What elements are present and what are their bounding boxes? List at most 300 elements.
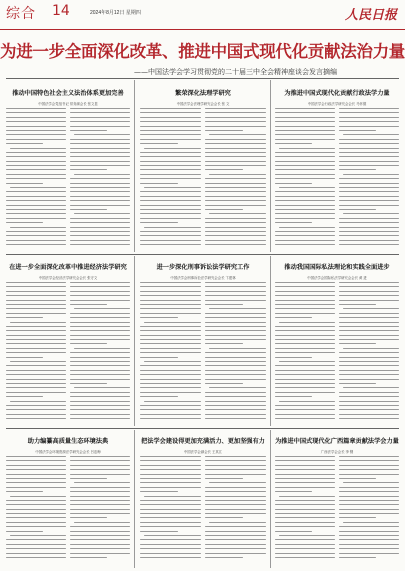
text-line bbox=[205, 557, 243, 558]
text-line bbox=[10, 535, 66, 536]
text-line bbox=[70, 227, 130, 228]
text-line bbox=[205, 165, 266, 166]
text-line bbox=[205, 130, 243, 131]
text-line bbox=[70, 539, 130, 540]
text-line bbox=[140, 169, 201, 170]
text-line bbox=[205, 396, 266, 397]
column-divider bbox=[134, 430, 135, 568]
text-line bbox=[339, 304, 376, 305]
text-line bbox=[6, 108, 66, 109]
text-line bbox=[6, 396, 43, 397]
text-line bbox=[209, 213, 266, 214]
text-line bbox=[275, 143, 312, 144]
text-line bbox=[6, 456, 66, 457]
text-line bbox=[10, 401, 66, 402]
article-title: 繁荣深化法理学研究 bbox=[175, 90, 231, 97]
text-line bbox=[275, 183, 312, 184]
text-line bbox=[144, 401, 201, 402]
article-byline: 中国法学会副会长 王其江 bbox=[183, 450, 223, 454]
text-line bbox=[70, 374, 130, 375]
text-line bbox=[275, 526, 335, 527]
text-line bbox=[74, 134, 130, 135]
text-line bbox=[70, 401, 130, 402]
text-line bbox=[6, 335, 66, 336]
text-line bbox=[275, 343, 335, 344]
text-line bbox=[275, 531, 312, 532]
text-line bbox=[275, 513, 335, 514]
article-body bbox=[140, 282, 266, 424]
article-title-block bbox=[140, 436, 266, 454]
text-line bbox=[70, 191, 130, 192]
text-line bbox=[6, 209, 66, 210]
text-line bbox=[275, 365, 335, 366]
text-line bbox=[339, 487, 399, 488]
text-line bbox=[339, 183, 399, 184]
text-line bbox=[70, 291, 130, 292]
text-line bbox=[140, 335, 201, 336]
text-line bbox=[10, 496, 66, 497]
text-line bbox=[10, 187, 66, 188]
text-line bbox=[275, 165, 335, 166]
text-line bbox=[339, 161, 399, 162]
text-line bbox=[275, 469, 335, 470]
text-line bbox=[339, 165, 399, 166]
text-line bbox=[275, 474, 335, 475]
text-line bbox=[275, 117, 335, 118]
text-line bbox=[70, 487, 130, 488]
text-line bbox=[339, 418, 399, 419]
text-line bbox=[205, 517, 243, 518]
article-body bbox=[140, 456, 266, 566]
text-line bbox=[140, 509, 201, 510]
article-body bbox=[6, 456, 130, 566]
page-number: 14 bbox=[52, 3, 70, 19]
text-line bbox=[275, 548, 335, 549]
text-line bbox=[339, 169, 376, 170]
text-line bbox=[140, 396, 178, 397]
text-line bbox=[6, 213, 66, 214]
text-line bbox=[339, 235, 399, 236]
article-title: 助力编纂高质量生态环境法典 bbox=[27, 438, 109, 445]
text-line bbox=[275, 392, 335, 393]
text-line bbox=[70, 414, 130, 415]
text-line bbox=[209, 482, 266, 483]
text-line bbox=[6, 169, 66, 170]
text-line bbox=[275, 504, 335, 505]
text-line bbox=[70, 218, 130, 219]
text-line bbox=[205, 409, 266, 410]
text-line bbox=[343, 522, 399, 523]
text-line bbox=[140, 156, 201, 157]
text-line bbox=[275, 326, 335, 327]
text-line bbox=[140, 482, 201, 483]
text-line bbox=[275, 374, 335, 375]
text-line bbox=[339, 152, 399, 153]
text-line bbox=[339, 108, 399, 109]
text-line bbox=[339, 191, 399, 192]
text-line bbox=[70, 343, 107, 344]
text-line bbox=[275, 357, 312, 358]
text-line bbox=[6, 504, 66, 505]
text-line bbox=[70, 108, 130, 109]
text-line bbox=[6, 161, 66, 162]
text-line bbox=[205, 330, 266, 331]
text-line bbox=[209, 308, 266, 309]
article-body bbox=[6, 282, 130, 424]
text-line bbox=[275, 126, 335, 127]
text-line bbox=[339, 544, 399, 545]
text-line bbox=[339, 196, 399, 197]
text-line bbox=[70, 304, 107, 305]
text-line bbox=[6, 240, 66, 241]
text-line bbox=[70, 544, 130, 545]
text-line bbox=[275, 396, 312, 397]
text-line bbox=[70, 112, 130, 113]
text-line bbox=[205, 196, 266, 197]
text-line bbox=[144, 496, 201, 497]
text-line bbox=[205, 418, 266, 419]
text-line bbox=[70, 405, 130, 406]
text-line bbox=[205, 487, 266, 488]
text-line bbox=[275, 544, 335, 545]
text-line bbox=[339, 504, 399, 505]
text-line bbox=[205, 231, 266, 232]
text-line bbox=[140, 152, 201, 153]
text-line bbox=[205, 456, 266, 457]
text-line bbox=[140, 165, 201, 166]
text-line bbox=[275, 308, 335, 309]
text-line bbox=[279, 401, 335, 402]
text-line bbox=[140, 196, 201, 197]
text-line bbox=[275, 557, 335, 558]
text-line bbox=[6, 286, 66, 287]
text-line bbox=[275, 231, 335, 232]
text-line bbox=[205, 504, 266, 505]
text-line bbox=[279, 148, 335, 149]
text-line bbox=[70, 357, 130, 358]
text-line bbox=[339, 496, 399, 497]
text-line bbox=[339, 374, 399, 375]
text-line bbox=[279, 322, 335, 323]
text-line bbox=[140, 178, 201, 179]
text-line bbox=[140, 504, 201, 505]
text-line bbox=[140, 134, 201, 135]
text-line bbox=[339, 469, 399, 470]
text-line bbox=[205, 282, 266, 283]
text-line bbox=[205, 169, 243, 170]
text-line bbox=[339, 465, 399, 466]
article-title-block bbox=[140, 88, 266, 106]
text-line bbox=[6, 183, 43, 184]
divider bbox=[6, 78, 399, 79]
text-line bbox=[6, 165, 66, 166]
text-line bbox=[140, 370, 201, 371]
text-line bbox=[140, 308, 201, 309]
text-line bbox=[339, 509, 399, 510]
text-line bbox=[205, 117, 266, 118]
text-line bbox=[209, 522, 266, 523]
text-line bbox=[339, 365, 399, 366]
text-line bbox=[6, 513, 66, 514]
text-line bbox=[275, 370, 335, 371]
text-line bbox=[205, 205, 266, 206]
text-line bbox=[275, 139, 335, 140]
text-line bbox=[140, 339, 201, 340]
text-line bbox=[70, 396, 130, 397]
page-headline: 为进一步全面深化改革、推进中国式现代化贡献法治力量 bbox=[0, 42, 405, 61]
text-line bbox=[6, 460, 66, 461]
text-line bbox=[70, 286, 130, 287]
text-line bbox=[205, 139, 266, 140]
text-line bbox=[275, 460, 335, 461]
text-line bbox=[339, 401, 399, 402]
text-line bbox=[339, 414, 399, 415]
text-line bbox=[275, 191, 335, 192]
text-line bbox=[339, 227, 399, 228]
text-line bbox=[343, 387, 399, 388]
text-line bbox=[140, 240, 201, 241]
text-line bbox=[339, 517, 376, 518]
text-line bbox=[70, 187, 130, 188]
text-line bbox=[140, 282, 201, 283]
text-line bbox=[140, 304, 201, 305]
text-line bbox=[339, 500, 399, 501]
text-line bbox=[339, 335, 399, 336]
text-line bbox=[140, 456, 201, 457]
text-line bbox=[140, 231, 201, 232]
text-line bbox=[6, 174, 66, 175]
text-line bbox=[74, 174, 130, 175]
text-line bbox=[205, 496, 266, 497]
text-line bbox=[205, 383, 243, 384]
text-line bbox=[10, 148, 66, 149]
text-line bbox=[140, 374, 201, 375]
text-line bbox=[205, 108, 266, 109]
text-line bbox=[70, 456, 130, 457]
text-line bbox=[275, 240, 335, 241]
text-line bbox=[339, 553, 399, 554]
text-line bbox=[275, 539, 335, 540]
text-line bbox=[343, 482, 399, 483]
text-line bbox=[205, 322, 266, 323]
text-line bbox=[6, 117, 66, 118]
text-line bbox=[339, 200, 399, 201]
article-title: 推动中国特色社会主义法治体系更加完善 bbox=[12, 90, 124, 97]
text-line bbox=[140, 460, 201, 461]
newspaper-logo: 人民日报 bbox=[344, 8, 397, 23]
text-line bbox=[275, 213, 335, 214]
text-line bbox=[339, 357, 399, 358]
text-line bbox=[205, 148, 266, 149]
text-line bbox=[275, 282, 335, 283]
text-line bbox=[140, 191, 201, 192]
text-line bbox=[10, 227, 66, 228]
text-line bbox=[6, 482, 66, 483]
text-line bbox=[70, 474, 130, 475]
text-line bbox=[144, 361, 201, 362]
text-line bbox=[6, 500, 66, 501]
text-line bbox=[70, 161, 130, 162]
text-line bbox=[275, 169, 335, 170]
text-line bbox=[275, 161, 335, 162]
text-line bbox=[140, 557, 201, 558]
text-line bbox=[70, 295, 130, 296]
text-line bbox=[275, 522, 335, 523]
text-line bbox=[275, 152, 335, 153]
text-line bbox=[205, 352, 266, 353]
text-line bbox=[70, 152, 130, 153]
text-line bbox=[275, 196, 335, 197]
text-line bbox=[205, 401, 266, 402]
text-line bbox=[275, 174, 335, 175]
text-line bbox=[275, 121, 335, 122]
text-line bbox=[275, 387, 335, 388]
text-line bbox=[339, 291, 399, 292]
text-line bbox=[70, 121, 130, 122]
text-line bbox=[6, 112, 66, 113]
text-line bbox=[275, 339, 335, 340]
text-line bbox=[339, 456, 399, 457]
text-line bbox=[6, 409, 66, 410]
text-line bbox=[205, 126, 266, 127]
text-line bbox=[275, 295, 335, 296]
text-line bbox=[140, 539, 201, 540]
text-line bbox=[6, 196, 66, 197]
text-line bbox=[70, 183, 130, 184]
text-line bbox=[275, 317, 312, 318]
text-line bbox=[343, 213, 399, 214]
text-line bbox=[339, 409, 399, 410]
text-line bbox=[339, 222, 399, 223]
article-body bbox=[140, 108, 266, 250]
text-line bbox=[339, 313, 399, 314]
text-line bbox=[205, 544, 266, 545]
text-line bbox=[205, 357, 266, 358]
text-line bbox=[140, 418, 201, 419]
article-title: 进一步深化刑事诉讼法学研究工作 bbox=[156, 264, 250, 271]
text-line bbox=[275, 409, 335, 410]
text-line bbox=[205, 218, 266, 219]
text-line bbox=[6, 414, 66, 415]
text-line bbox=[205, 187, 266, 188]
text-line bbox=[275, 418, 335, 419]
text-line bbox=[205, 317, 266, 318]
text-line bbox=[6, 379, 66, 380]
text-line bbox=[6, 392, 66, 393]
text-line bbox=[339, 117, 399, 118]
text-line bbox=[6, 156, 66, 157]
text-line bbox=[144, 322, 201, 323]
text-line bbox=[140, 487, 201, 488]
text-line bbox=[70, 352, 130, 353]
text-line bbox=[6, 218, 66, 219]
text-line bbox=[275, 112, 335, 113]
text-line bbox=[275, 218, 335, 219]
text-line bbox=[209, 387, 266, 388]
text-line bbox=[205, 326, 266, 327]
text-line bbox=[205, 112, 266, 113]
text-line bbox=[343, 308, 399, 309]
text-line bbox=[6, 509, 66, 510]
text-line bbox=[339, 405, 399, 406]
text-line bbox=[140, 383, 201, 384]
text-line bbox=[70, 535, 130, 536]
text-line bbox=[74, 308, 130, 309]
article-title-block bbox=[275, 88, 399, 106]
text-line bbox=[74, 387, 130, 388]
text-line bbox=[140, 313, 201, 314]
text-line bbox=[144, 148, 201, 149]
text-line bbox=[74, 482, 130, 483]
text-line bbox=[6, 222, 43, 223]
text-line bbox=[6, 205, 66, 206]
text-line bbox=[140, 200, 201, 201]
text-line bbox=[205, 235, 266, 236]
text-line bbox=[6, 357, 43, 358]
text-line bbox=[6, 531, 43, 532]
text-line bbox=[140, 143, 178, 144]
text-line bbox=[140, 130, 201, 131]
text-line bbox=[70, 526, 130, 527]
text-line bbox=[339, 317, 399, 318]
text-line bbox=[205, 209, 243, 210]
text-line bbox=[140, 522, 201, 523]
text-line bbox=[339, 557, 376, 558]
text-line bbox=[70, 326, 130, 327]
article-body bbox=[275, 456, 399, 566]
text-line bbox=[6, 134, 66, 135]
text-line bbox=[339, 343, 376, 344]
text-line bbox=[205, 178, 266, 179]
text-line bbox=[70, 205, 130, 206]
text-line bbox=[140, 174, 201, 175]
text-line bbox=[6, 330, 66, 331]
text-line bbox=[6, 130, 66, 131]
text-line bbox=[339, 383, 376, 384]
text-line bbox=[275, 517, 335, 518]
article-body bbox=[275, 282, 399, 424]
text-line bbox=[6, 487, 66, 488]
text-line bbox=[339, 126, 399, 127]
text-line bbox=[205, 469, 266, 470]
text-line bbox=[70, 196, 130, 197]
text-line bbox=[140, 161, 201, 162]
text-line bbox=[339, 531, 399, 532]
text-line bbox=[6, 191, 66, 192]
text-line bbox=[140, 121, 201, 122]
text-line bbox=[205, 300, 266, 301]
text-line bbox=[6, 374, 66, 375]
text-line bbox=[205, 286, 266, 287]
text-line bbox=[70, 460, 130, 461]
text-line bbox=[140, 235, 201, 236]
text-line bbox=[70, 156, 130, 157]
text-line bbox=[6, 143, 43, 144]
text-line bbox=[275, 108, 335, 109]
text-line bbox=[275, 383, 335, 384]
text-line bbox=[205, 405, 266, 406]
text-line bbox=[140, 286, 201, 287]
text-line bbox=[6, 126, 66, 127]
text-line bbox=[70, 139, 130, 140]
column-divider bbox=[270, 430, 271, 568]
text-line bbox=[339, 218, 399, 219]
article-body bbox=[6, 108, 130, 250]
text-line bbox=[205, 156, 266, 157]
text-line bbox=[70, 244, 130, 245]
text-line bbox=[140, 330, 201, 331]
text-line bbox=[6, 343, 66, 344]
